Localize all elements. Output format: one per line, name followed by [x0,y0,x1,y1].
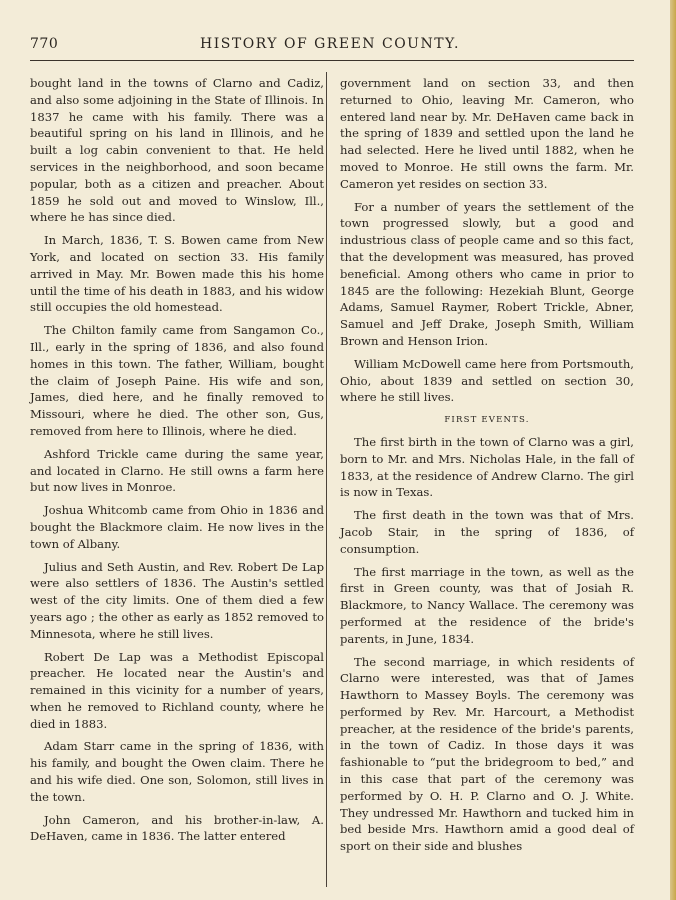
running-title: HISTORY OF GREEN COUNTY. [200,36,460,52]
column-divider [326,72,327,887]
page-header [30,28,630,56]
left-column [30,75,324,851]
paragraph: government land on section 33, and then returned to Ohio, leaving Mr. Cameron, who entered land near by. Mr. DeHaven came back in the spring of 1839 and settled upon the land he had selected. Here he lived until 1882, when he moved to Monroe. He still owns the farm. Mr. Cameron yet resides on section 33. [340,76,634,191]
right-column [340,75,634,861]
paragraph: The first marriage in the town, as well as the first in Green county, was that of Josiah R. Blackmore, to Nancy Wallace. The ceremony was performed at the residence of the bride's parents, in June, 1834. [340,564,634,646]
paragraph: John Cameron, and his brother-in-law, A. DeHaven, came in 1836. The latter entered [30,812,324,844]
paragraph: The first death in the town was that of Mrs. Jacob Stair, in the spring of 1836, of consumption. [340,508,634,556]
section-heading: FIRST EVENTS. [444,415,530,426]
paragraph: Adam Starr came in the spring of 1836, with his family, and bought the Owen claim. There he and his wife died. One son, Solomon, still lives in the town. [30,739,324,804]
paragraph: William McDowell came here from Portsmouth, Ohio, about 1839 and settled on section 30, where he still lives. [340,356,634,405]
paragraph: Ashford Trickle came during the same year, and located in Clarno. He still owns a farm here but now lives in Monroe. [30,446,324,495]
paragraph: Robert De Lap was a Methodist Episcopal preacher. He located near the Austin's and remained in this vicinity for a number of years, when he removed to Richland county, where he died in 1883. [30,649,324,731]
page-number: 770 [30,36,59,52]
header-rule [30,60,634,61]
paragraph: For a number of years the settlement of the town progressed slowly, but a good and industrious class of people came and so this fact, that the development was measured, has proved beneficial. Among others who came in prior to 1845 are the following: Hezekiah Blunt, George Adams, Samuel Raymer, Robert Trickle, Abner, Samuel and Jeff Drake, Joseph Smith, William Brown and Henson Irion. [340,199,634,348]
paragraph: The second marriage, in which residents of Clarno were interested, was that of James Hawthorn to Massey Boyls. The ceremony was performed by Rev. Mr. Harcourt, a Methodist preacher, at the residence of the bride's parents, in the town of Cadiz. In those days it was fashionable to “put the bridegroom to bed,” and in this case that part of the ceremony was performed by O. H. P. Clarno and O. J. White. They undressed Mr. Hawthorn and tucked him in bed beside Mrs. Hawthorn amid a good deal of sport on their side and blushes [340,654,634,854]
paragraph: The Chilton family came from Sangamon Co., Ill., early in the spring of 1836, and also found homes in this town. The father, William, bought the claim of Joseph Paine. His wife and son, James, died here, and he finally removed to Missouri, where he died. The other son, Gus, removed from here to Illinois, where he died. [30,323,324,438]
page-edge [670,0,676,900]
paragraph: Joshua Whitcomb came from Ohio in 1836 and bought the Blackmore claim. He now lives in the town of Albany. [30,503,324,551]
paragraph: Julius and Seth Austin, and Rev. Robert De Lap were also settlers of 1836. The Austin's settled west of the city limits. One of them died a few years ago ; the other as early as 1852 removed to Minnesota, where he still lives. [30,559,324,641]
paragraph: In March, 1836, T. S. Bowen came from New York, and located on section 33. His family arrived in May. Mr. Bowen made this his home until the time of his death in 1883, and his widow still occupies the old homestead. [30,233,324,315]
paragraph: bought land in the towns of Clarno and Cadiz, and also some adjoining in the State of Illinois. In 1837 he came with his family. There was a beautiful spring on his land in Illinois, and he built a log cabin convenient to that. He held services in the neighborhood, and soon became popular, both as a citizen and preacher. About 1859 he sold out and moved to Winslow, Ill., where he has since died. [30,76,324,225]
paragraph: The first birth in the town of Clarno was a girl, born to Mr. and Mrs. Nicholas Hale, in the fall of 1833, at the residence of Andrew Clarno. The girl is now in Texas. [340,434,634,500]
